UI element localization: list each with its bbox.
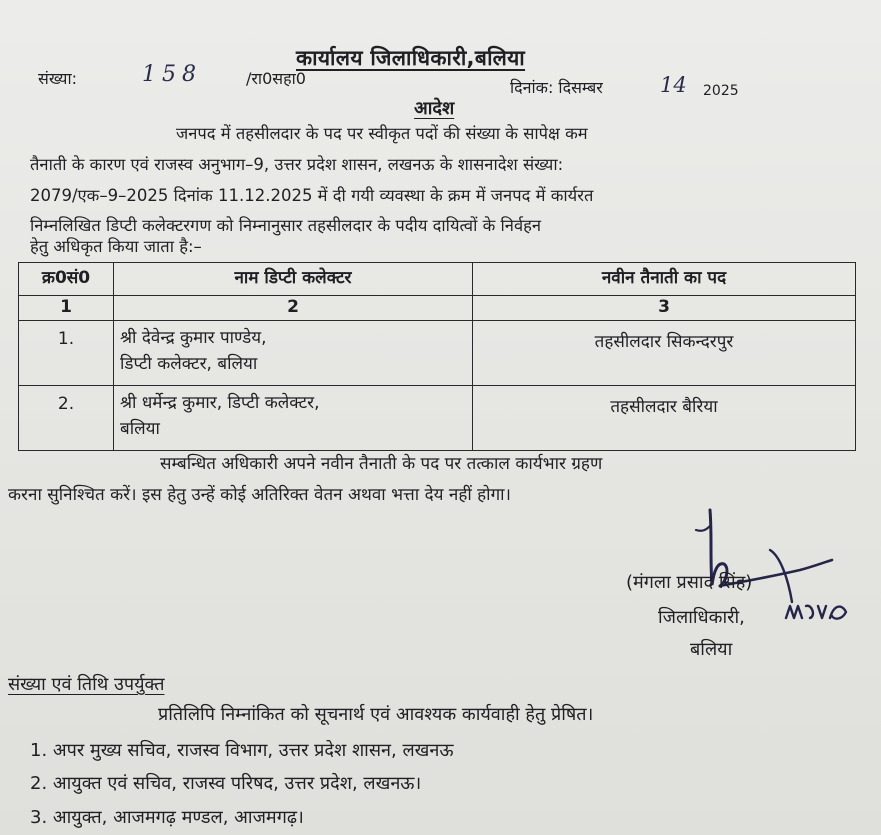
copy-recipient: 3. आयुक्त, आजमगढ़ मण्डल, आजमगढ़। xyxy=(30,807,304,828)
reference-suffix: /रा0सहा0 xyxy=(246,69,306,88)
copy-intro: प्रतिलिपि निम्नांकित को सूचनार्थ एवं आवश्यक कार्यवाही हेतु प्रेषित। xyxy=(158,704,594,725)
copy-recipient: 1. अपर मुख्य सचिव, राजस्व विभाग, उत्तर प्रदेश शासन, लखनऊ xyxy=(30,740,454,761)
copy-reference: संख्या एवं तिथि उपर्युक्त xyxy=(8,674,165,695)
order-paragraph-line: 2079/एक–9–2025 दिनांक 11.12.2025 में दी गयी व्यवस्था के क्रम में जनपद में कार्यरत xyxy=(30,186,594,205)
date-year: 2025 xyxy=(703,83,739,99)
date-label: दिनांक: दिसम्बर xyxy=(510,78,603,97)
order-paragraph-line: तैनाती के कारण एवं राजस्व अनुभाग–9, उत्तर प्रदेश शासन, लखनऊ के शासनादेश संख्या: xyxy=(30,155,564,174)
closing-line: सम्बन्धित अधिकारी अपने नवीन तैनाती के पद पर तत्काल कार्यभार ग्रहण xyxy=(160,454,603,474)
column-header-post: नवीन तैनाती का पद xyxy=(473,263,856,296)
order-paragraph-line: हेतु अधिकृत किया जाता है:– xyxy=(30,237,202,256)
initials-mark xyxy=(782,598,852,628)
column-number: 2 xyxy=(114,296,473,321)
column-number: 1 xyxy=(19,296,114,321)
column-header-serial: क्र0सं0 xyxy=(19,263,114,296)
column-number-row xyxy=(19,296,856,321)
row-officer-name xyxy=(114,386,473,451)
row-serial: 1. xyxy=(19,321,114,386)
office-title: कार्यालय जिलाधिकारी,बलिया xyxy=(296,46,526,70)
order-paragraph-line: निम्नलिखित डिप्टी कलेक्टरगण को निम्नानुसार तहसीलदार के पदीय दायित्वों के निर्वहन xyxy=(30,216,542,235)
order-heading: आदेश xyxy=(414,98,455,119)
signatory-name: (मंगला प्रसाद सिंह) xyxy=(626,572,753,593)
table-header-row xyxy=(19,263,856,296)
officer-name-line: बलिया xyxy=(120,419,160,439)
copy-recipient: 2. आयुक्त एवं सचिव, राजस्व परिषद, उत्तर प्रदेश, लखनऊ। xyxy=(30,773,422,794)
row-new-post: तहसीलदार सिकन्दरपुर xyxy=(473,321,856,386)
date-day: 14 xyxy=(660,73,687,97)
table-row xyxy=(19,386,856,451)
order-paragraph-line: जनपद में तहसीलदार के पद पर स्वीकृत पदों की संख्या के सापेक्ष कम xyxy=(176,124,588,143)
row-serial: 2. xyxy=(19,386,114,451)
officer-name-line: डिप्टी कलेक्टर, बलिया xyxy=(120,354,258,374)
row-officer-name xyxy=(114,321,473,386)
column-header-name: नाम डिप्टी कलेक्टर xyxy=(114,263,473,296)
row-new-post: तहसीलदार बैरिया xyxy=(473,386,856,451)
table-row xyxy=(19,321,856,386)
signatory-place: बलिया xyxy=(690,639,733,660)
reference-label: संख्या: xyxy=(38,69,77,88)
column-number: 3 xyxy=(473,296,856,321)
closing-line: करना सुनिश्चित करें। इस हेतु उन्हें कोई अतिरिक्त वेतन अथवा भत्ता देय नहीं होगा। xyxy=(8,485,512,505)
signatory-title: जिलाधिकारी, xyxy=(658,607,745,628)
officer-name-line: श्री धर्मेन्द्र कुमार, डिप्टी कलेक्टर, xyxy=(120,393,320,413)
reference-number: 158 xyxy=(142,62,202,87)
officer-name-line: श्री देवेन्द्र कुमार पाण्डेय, xyxy=(120,328,267,348)
postings-table xyxy=(18,262,856,451)
